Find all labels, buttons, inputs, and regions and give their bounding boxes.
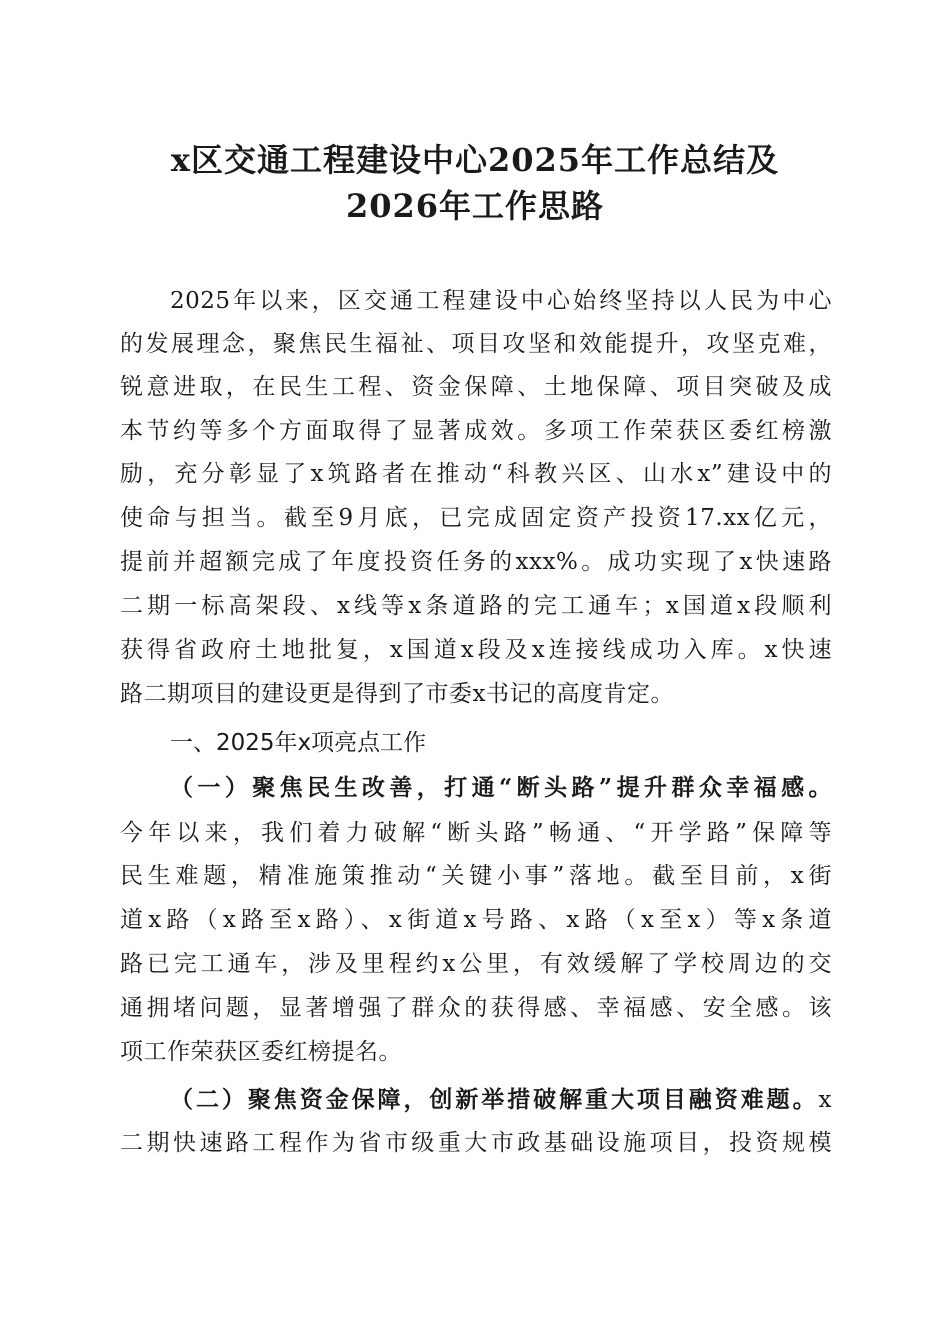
body-line: 二期快速路工程作为省市级重大市政基础设施项目，投资规模 — [120, 1130, 832, 1156]
subsection-heading: （一）聚焦民生改善，打通“断头路”提升群众幸福感。 — [170, 774, 832, 801]
intro-line: 2025年以来，区交通工程建设中心始终坚持以人民为中心 — [170, 288, 832, 314]
intro-line: 锐意进取，在民生工程、资金保障、土地保障、项目突破及成 — [120, 374, 832, 400]
document-title-line-2: 2026年工作思路 — [345, 187, 605, 225]
intro-line: 路二期项目的建设更是得到了市委x书记的高度肯定。 — [120, 681, 674, 707]
body-line: 民生难题，精准施策推动“关键小事”落地。截至目前，x街 — [120, 863, 832, 889]
intro-line: 提前并超额完成了年度投资任务的xxx%。成功实现了x快速路 — [120, 549, 832, 575]
intro-line: 的发展理念，聚焦民生福祉、项目攻坚和效能提升，攻坚克难， — [120, 331, 832, 357]
intro-line: 本节约等多个方面取得了显著成效。多项工作荣获区委红榜激 — [120, 418, 832, 444]
subsection-heading-line — [170, 1082, 832, 1118]
intro-line: 使命与担当。截至9月底，已完成固定资产投资17.xx亿元， — [120, 505, 832, 531]
intro-line: 二期一标高架段、x线等x条道路的完工通车；x国道x段顺利 — [120, 593, 832, 619]
section-heading: 一、2025年x项亮点工作 — [170, 730, 427, 756]
document-title-line-1: x区交通工程建设中心2025年工作总结及 — [170, 141, 780, 179]
body-line: 项工作荣获区委红榜提名。 — [120, 1039, 402, 1065]
intro-line: 获得省政府土地批复，x国道x段及x连接线成功入库。x快速 — [120, 637, 832, 663]
intro-line: 励，充分彰显了x筑路者在推动“科教兴区、山水x”建设中的 — [120, 461, 832, 487]
body-line: 通拥堵问题，显著增强了群众的获得感、幸福感、安全感。该 — [120, 995, 832, 1021]
body-line: 道x路（x路至x路）、x街道x号路、x路（x至x）等x条道 — [120, 907, 832, 933]
body-line: 路已完工通车，涉及里程约x公里，有效缓解了学校周边的交 — [120, 951, 832, 977]
subsection-heading: （二）聚焦资金保障，创新举措破解重大项目融资难题。 — [170, 1086, 819, 1113]
body-line: 今年以来，我们着力破解“断头路”畅通、“开学路”保障等 — [120, 820, 832, 846]
subsection-heading-tail: x — [818, 1087, 832, 1113]
